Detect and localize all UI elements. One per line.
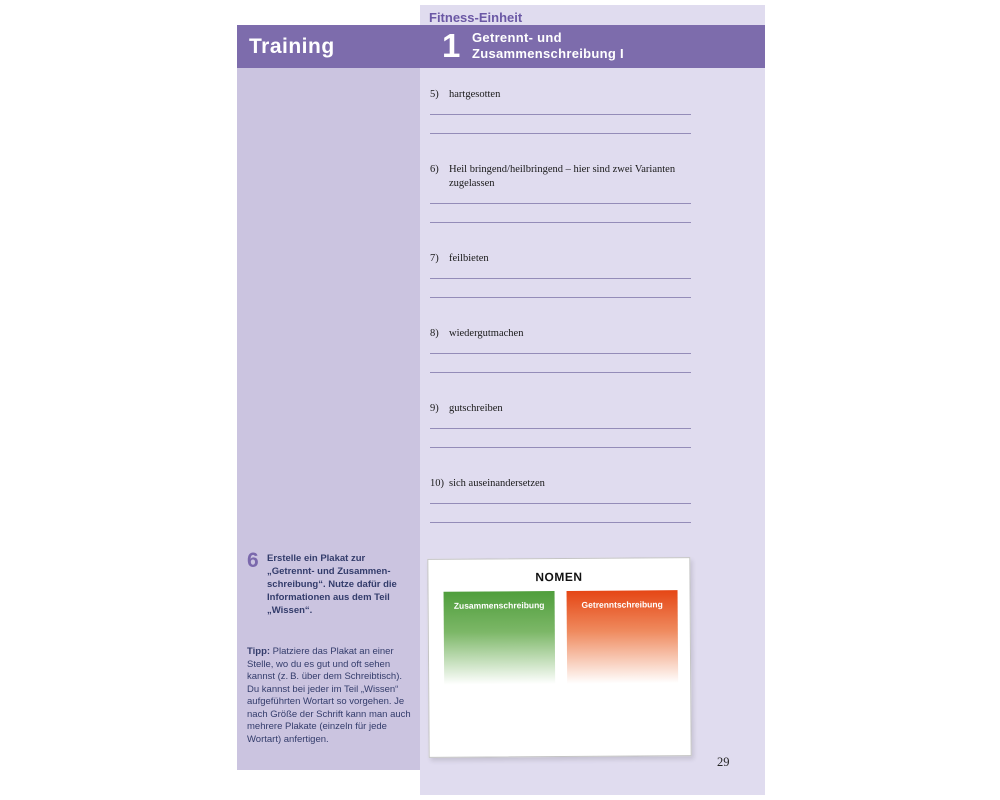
tip-label: Tipp: xyxy=(247,646,271,657)
list-item xyxy=(430,477,691,523)
list-item xyxy=(430,327,691,373)
writing-line xyxy=(430,203,691,204)
unit-title xyxy=(472,30,624,62)
task-number: 6 xyxy=(247,549,259,572)
writing-line xyxy=(430,428,691,429)
poster-column-label: Getrenntschreibung xyxy=(581,599,663,610)
unit-number: 1 xyxy=(442,27,461,64)
item-text: wiedergutmachen xyxy=(449,328,524,339)
writing-line xyxy=(430,447,691,448)
writing-line xyxy=(430,133,691,134)
task-text-line: schreibung“. Nutze dafür die xyxy=(267,579,397,590)
writing-line xyxy=(430,297,691,298)
task-text-line: Erstelle ein Plakat zur xyxy=(267,553,366,564)
fitness-einheit-label: Fitness-Einheit xyxy=(429,10,523,25)
list-item xyxy=(430,252,691,298)
item-row xyxy=(430,477,691,491)
tip-text: Platziere das Plakat an einer Stelle, wo du es gut und oft sehen kannst (z. B. über dem Schreibtisch). Du kannst bei jeder im Teil „Wissen“ aufgeführten Wortart so vorgehen. Je nach Größe der Schrift kann man auch mehrere Plakate (einzeln für jede Wortart) anfertigen. xyxy=(247,646,411,745)
item-number: 5) xyxy=(430,89,439,100)
task-text xyxy=(265,552,397,617)
item-number: 7) xyxy=(430,253,439,264)
training-title: Training xyxy=(249,34,335,58)
item-row xyxy=(430,327,691,341)
writing-line xyxy=(430,522,691,523)
list-item xyxy=(430,163,691,223)
poster-column-label: Zusammenschreibung xyxy=(453,600,545,611)
task-text-line: Informationen aus dem Teil xyxy=(267,592,390,603)
list-item xyxy=(430,402,691,448)
item-number: 8) xyxy=(430,328,439,339)
item-text: feilbieten xyxy=(449,253,489,264)
poster-column-getrenntschreibung xyxy=(567,590,679,692)
item-number: 6) xyxy=(430,164,439,175)
item-row xyxy=(430,163,691,191)
poster-column-zusammenschreibung xyxy=(444,591,556,693)
writing-line xyxy=(430,372,691,373)
item-number: 10) xyxy=(430,478,444,489)
task-text-line: „Wissen“. xyxy=(267,605,313,616)
item-row xyxy=(430,402,691,416)
unit-header-band xyxy=(420,25,765,68)
writing-line xyxy=(430,353,691,354)
writing-line xyxy=(430,503,691,504)
task-6 xyxy=(247,549,412,617)
item-text: sich auseinandersetzen xyxy=(449,478,545,489)
page-number: 29 xyxy=(717,755,730,769)
right-panel xyxy=(420,5,765,795)
poster-illustration xyxy=(427,557,691,758)
unit-title-line2: Zusammenschreibung I xyxy=(472,46,624,61)
writing-line xyxy=(430,222,691,223)
unit-title-line1: Getrennt- und xyxy=(472,30,562,45)
poster-title: NOMEN xyxy=(535,569,583,585)
item-row xyxy=(430,252,691,266)
training-header-band xyxy=(237,25,420,68)
item-row xyxy=(430,88,691,102)
left-panel xyxy=(237,25,420,770)
item-text: hartgesotten xyxy=(449,89,501,100)
exercise-items xyxy=(430,88,691,552)
writing-line xyxy=(430,114,691,115)
task-text-line: „Getrennt- und Zusammen- xyxy=(267,566,391,577)
tip-paragraph xyxy=(247,646,412,746)
poster-columns xyxy=(444,590,679,693)
writing-line xyxy=(430,278,691,279)
item-text: Heil bringend/heilbringend – hier sind zwei Varianten zugelassen xyxy=(449,164,676,189)
list-item xyxy=(430,88,691,134)
item-number: 9) xyxy=(430,403,439,414)
item-text: gutschreiben xyxy=(449,403,503,414)
